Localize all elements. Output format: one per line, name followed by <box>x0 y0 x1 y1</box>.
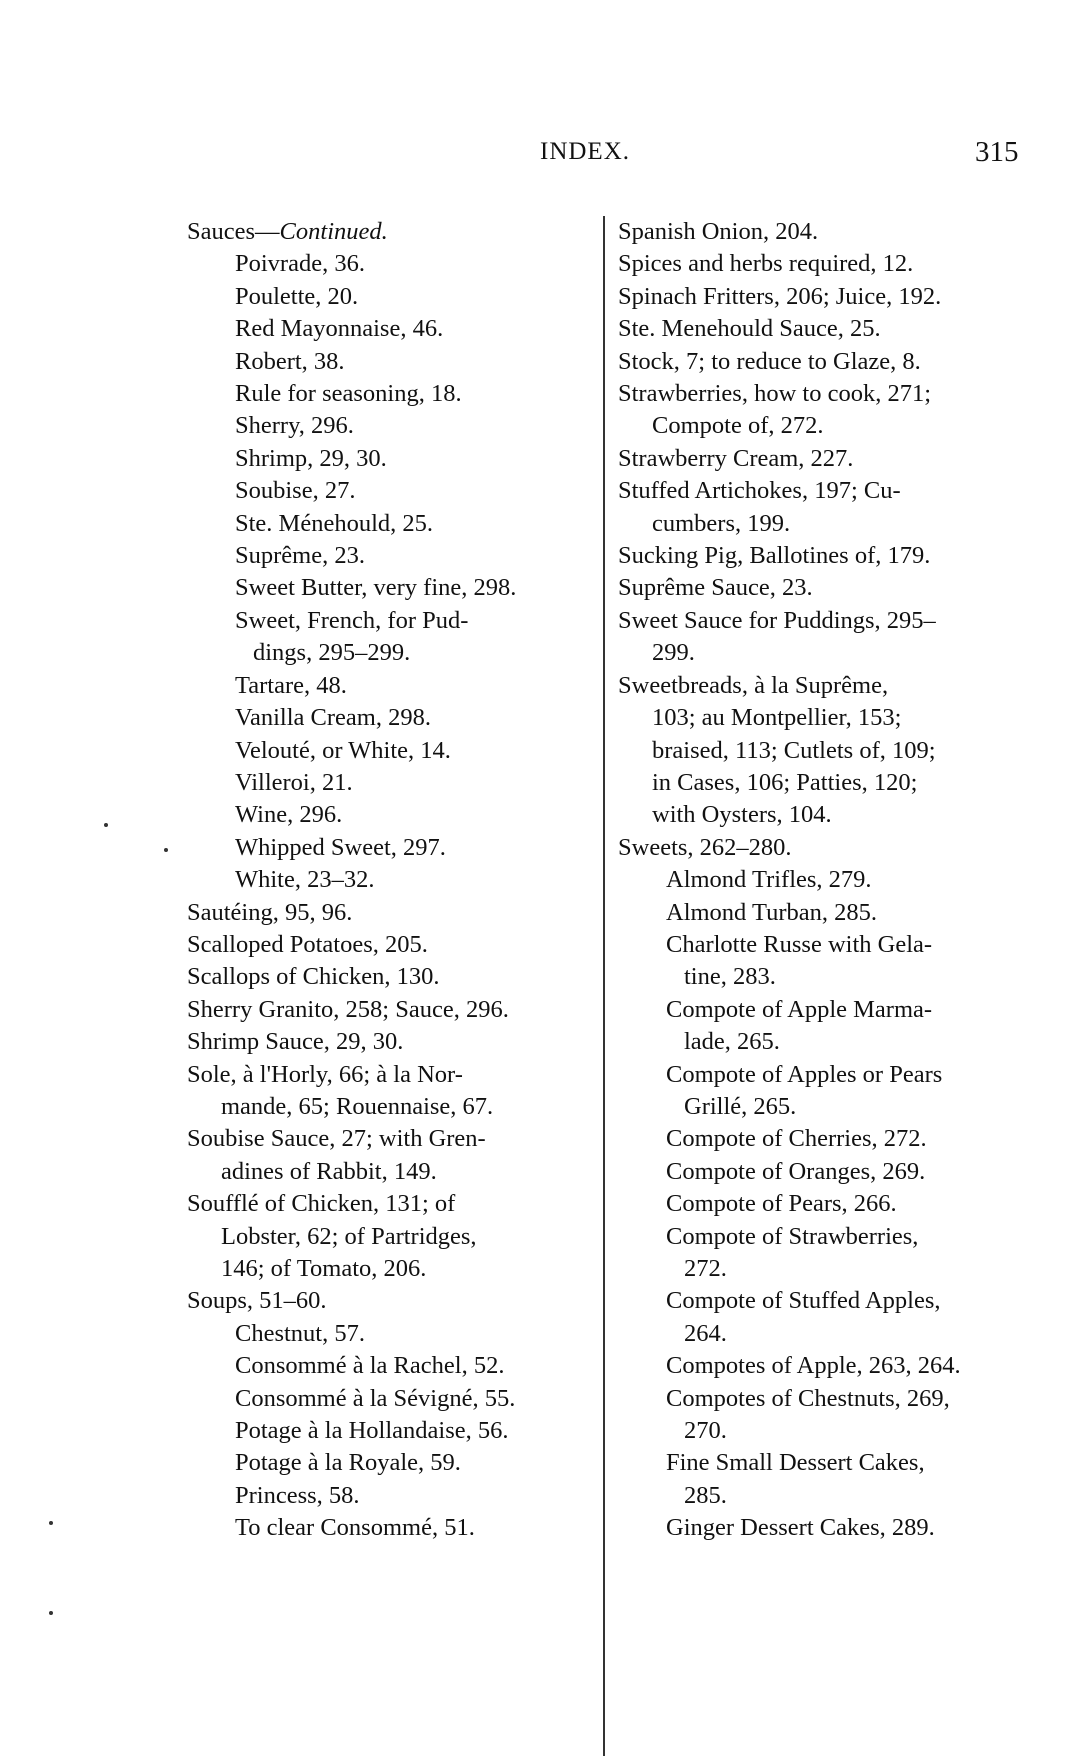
index-sub-entry-continuation: 285. <box>684 1481 727 1509</box>
index-entry: Suprême Sauce, 23. <box>618 574 813 602</box>
index-sub-entry: Compote of Apple Marma- <box>666 995 933 1023</box>
index-sub-entry: Compote of Pears, 266. <box>666 1190 897 1218</box>
index-sub-entry-continuation: 272. <box>684 1255 727 1282</box>
print-speck <box>49 1521 53 1525</box>
index-entry: Shrimp Sauce, 29, 30. <box>187 1028 404 1056</box>
index-entry-continuation: Compote of, 272. <box>652 412 824 440</box>
index-sub-entry: Princess, 58. <box>235 1481 360 1509</box>
index-sub-entry: Consommé à la Rachel, 52. <box>235 1352 505 1380</box>
index-sub-entry: Sweet Butter, very fine, 298. <box>235 574 517 602</box>
index-entry-continuation: Lobster, 62; of Partridges, <box>221 1222 477 1250</box>
index-entry: Sautéing, 95, 96. <box>187 898 353 926</box>
index-sub-entry: Almond Turban, 285. <box>666 898 878 926</box>
index-entry-continuation: with Oysters, 104. <box>652 801 832 829</box>
index-sub-entry: Suprême, 23. <box>235 542 365 570</box>
index-entry: Strawberry Cream, 227. <box>618 444 854 472</box>
index-sub-entry: Compote of Stuffed Apples, <box>666 1287 941 1315</box>
continued-label: Continued. <box>279 218 388 245</box>
index-sub-entry-continuation: tine, 283. <box>684 963 776 991</box>
index-entry: Scallops of Chicken, 130. <box>187 963 440 991</box>
index-entry-continuation: 299. <box>652 639 695 667</box>
index-sub-entry-continuation: 270. <box>684 1417 727 1445</box>
index-sub-entry: Fine Small Dessert Cakes, <box>666 1449 925 1477</box>
index-entry: Spinach Fritters, 206; Juice, 192. <box>618 282 942 310</box>
index-sub-entry: Poulette, 20. <box>235 282 359 310</box>
index-heading-sweets: Sweets, 262–280. <box>618 833 792 861</box>
index-entry: Spanish Onion, 204. <box>618 218 819 245</box>
heading-text: Sauces— <box>187 218 280 245</box>
index-sub-entry: Potage à la Royale, 59. <box>235 1449 461 1477</box>
index-sub-entry: Charlotte Russe with Gela- <box>666 930 933 958</box>
page-number: 315 <box>975 136 1019 168</box>
index-entry-continuation: in Cases, 106; Patties, 120; <box>652 768 918 796</box>
index-sub-entry: To clear Consommé, 51. <box>235 1514 475 1542</box>
index-sub-entry: Velouté, or White, 14. <box>235 736 451 764</box>
index-sub-entry: Compotes of Chestnuts, 269, <box>666 1384 950 1412</box>
index-sub-entry: Poivrade, 36. <box>235 250 365 278</box>
index-entry-continuation: braised, 113; Cutlets of, 109; <box>652 736 936 764</box>
index-entry: Stock, 7; to reduce to Glaze, 8. <box>618 347 921 375</box>
index-entry: Soufflé of Chicken, 131; of <box>187 1190 456 1218</box>
index-sub-entry: Almond Trifles, 279. <box>666 866 872 894</box>
index-sub-entry: Soubise, 27. <box>235 477 356 505</box>
index-entry: Sucking Pig, Ballotines of, 179. <box>618 542 931 570</box>
index-sub-entry: Whipped Sweet, 297. <box>235 833 446 861</box>
index-column-left <box>187 216 597 1545</box>
index-sub-entry: Vanilla Cream, 298. <box>235 704 431 732</box>
index-heading-soups: Soups, 51–60. <box>187 1287 327 1315</box>
index-entry: Sweetbreads, à la Suprême, <box>618 671 889 699</box>
index-heading-sauces <box>187 216 597 248</box>
print-speck <box>164 848 168 852</box>
index-sub-entry: Ginger Dessert Cakes, 289. <box>666 1514 935 1542</box>
index-sub-entry: Sweet, French, for Pud- <box>235 606 469 634</box>
index-entry: Strawberries, how to cook, 271; <box>618 380 931 408</box>
index-entry: Spices and herbs required, 12. <box>618 250 914 278</box>
index-entry: Sole, à l'Horly, 66; à la Nor- <box>187 1060 463 1088</box>
index-entry-continuation: adines of Rabbit, 149. <box>221 1157 437 1185</box>
index-sub-entry: Rule for seasoning, 18. <box>235 380 462 408</box>
index-entry-continuation: cumbers, 199. <box>652 509 791 537</box>
index-sub-entry-continuation: Grillé, 265. <box>684 1092 797 1120</box>
index-sub-entry: Chestnut, 57. <box>235 1319 365 1347</box>
index-sub-entry: Ste. Ménehould, 25. <box>235 509 434 537</box>
index-entry: Ste. Menehould Sauce, 25. <box>618 315 881 343</box>
index-sub-entry: Compote of Apples or Pears <box>666 1060 943 1088</box>
index-entry: Scalloped Potatoes, 205. <box>187 930 428 958</box>
index-sub-entry-continuation: 264. <box>684 1319 727 1347</box>
index-sub-entry: Compote of Oranges, 269. <box>666 1157 926 1185</box>
index-entry-continuation: 103; au Montpellier, 153; <box>652 704 902 732</box>
print-speck <box>104 823 108 827</box>
index-sub-entry: Robert, 38. <box>235 347 345 375</box>
index-sub-entry: Compote of Cherries, 272. <box>666 1125 927 1153</box>
column-divider <box>603 216 605 1756</box>
index-sub-entry-continuation: lade, 265. <box>684 1028 780 1056</box>
index-sub-entry: Tartare, 48. <box>235 671 347 699</box>
index-sub-entry: Villeroi, 21. <box>235 768 353 796</box>
index-sub-entry: Sherry, 296. <box>235 412 354 440</box>
index-entry-continuation: mande, 65; Rouennaise, 67. <box>221 1092 494 1120</box>
index-sub-entry: Red Mayonnaise, 46. <box>235 315 444 343</box>
index-entry-continuation: 146; of Tomato, 206. <box>221 1255 427 1282</box>
index-entry: Sweet Sauce for Puddings, 295– <box>618 606 936 634</box>
index-entry: Stuffed Artichokes, 197; Cu- <box>618 477 901 505</box>
index-column-right <box>618 216 1028 1545</box>
index-entry: Soubise Sauce, 27; with Gren- <box>187 1125 486 1153</box>
index-sub-entry: Wine, 296. <box>235 801 343 829</box>
print-speck <box>49 1611 53 1615</box>
index-sub-entry-continuation: dings, 295–299. <box>253 639 411 667</box>
index-sub-entry: White, 23–32. <box>235 866 375 894</box>
index-sub-entry: Compote of Strawberries, <box>666 1222 919 1250</box>
index-entry: Sherry Granito, 258; Sauce, 296. <box>187 995 509 1023</box>
index-sub-entry: Shrimp, 29, 30. <box>235 444 387 472</box>
running-header-title: INDEX. <box>540 138 631 165</box>
index-sub-entry: Consommé à la Sévigné, 55. <box>235 1384 516 1412</box>
index-sub-entry: Compotes of Apple, 263, 264. <box>666 1352 961 1380</box>
index-sub-entry: Potage à la Hollandaise, 56. <box>235 1417 509 1445</box>
